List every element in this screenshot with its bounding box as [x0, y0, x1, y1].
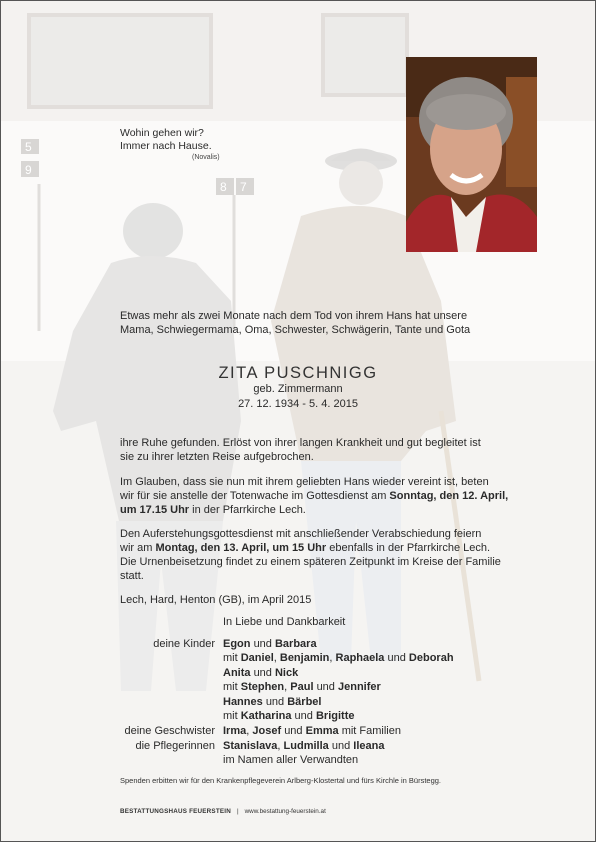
intro-line-2: Mama, Schwiegermama, Oma, Schwester, Schwägerin, Tante und Gota: [120, 324, 471, 336]
footer: [120, 808, 326, 815]
quote-line-2: Immer nach Hause.: [120, 140, 212, 152]
sign-8: 8: [220, 180, 227, 194]
paragraph-3-location: ebenfalls in der Pfarrkirche Lech.: [326, 542, 491, 554]
carers-label: die Pflegerinnen: [135, 740, 215, 752]
conjunction: und: [265, 696, 285, 708]
mourner-name: Raphaela: [335, 652, 385, 664]
conjunction: und: [253, 667, 272, 679]
mourners-row-8: Stanislava, Ludmilla und Ileana: [223, 740, 385, 752]
mourners-row-5: [223, 695, 321, 709]
paragraph-2: [120, 475, 508, 517]
paragraph-1: [120, 436, 481, 464]
quote: [120, 127, 212, 153]
sign-5: 5: [25, 140, 32, 154]
paragraph-3-line-3: Die Urnenbeisetzung findet zu einem späteren Zeitpunkt im Kreise der Familie: [120, 556, 501, 568]
conjunction: mit: [223, 710, 238, 722]
mourner-name: Irma: [223, 725, 247, 737]
mourners-row-1: [223, 637, 317, 651]
birth-name: geb. Zimmermann: [253, 383, 343, 395]
paragraph-3-line-2: [120, 541, 501, 555]
conjunction: mit: [223, 681, 238, 693]
paragraph-2-line-3: [120, 503, 508, 517]
life-dates: 27. 12. 1934 - 5. 4. 2015: [238, 398, 358, 410]
mourners-row-4: mit Stephen, Paul und Jennifer: [223, 681, 381, 693]
mourner-name: Jennifer: [337, 681, 381, 693]
paragraph-2-location: in der Pfarrkirche Lech.: [189, 504, 306, 516]
children-label: deine Kinder: [153, 638, 215, 650]
mourner-name: Egon: [223, 638, 251, 650]
mourner-name: Hannes: [223, 696, 263, 708]
mourner-name: Barbara: [274, 638, 317, 650]
mourners-row-7: Irma, Josef und Emma mit Familien: [223, 725, 401, 737]
sign-7: 7: [240, 180, 247, 194]
family-suffix: mit Familien: [341, 725, 401, 737]
conjunction: und: [253, 638, 272, 650]
mourners-row-3: [223, 666, 298, 680]
portrait-photo: [406, 57, 537, 252]
mourners-row-6: [223, 709, 354, 723]
quote-source: (Novalis): [192, 154, 220, 161]
mourner-name: Ludmilla: [283, 740, 329, 752]
mourners-row-2: mit Daniel, Benjamin, Raphaela und Deborah: [223, 652, 454, 664]
mourner-name: Stanislava: [223, 740, 278, 752]
conjunction: und: [331, 740, 351, 752]
sunday-time: um 17.15 Uhr: [120, 504, 190, 516]
paragraph-2-line-1: Im Glauben, dass sie nun mit ihrem geliebten Hans wieder vereint ist, beten: [120, 476, 489, 488]
paragraph-2-text: wir für sie anstelle der Totenwache im Gottesdienst am: [120, 490, 390, 502]
sign-9: 9: [25, 163, 32, 177]
siblings-label: deine Geschwister: [124, 725, 215, 737]
conjunction: und: [294, 710, 313, 722]
company-name: BESTATTUNGSHAUS FEUERSTEIN: [120, 808, 231, 815]
mourner-name: Paul: [290, 681, 314, 693]
mourner-name: Josef: [252, 725, 282, 737]
mourner-name: Daniel: [240, 652, 274, 664]
mourner-name: Katharina: [240, 710, 292, 722]
paragraph-3-line-4: statt.: [120, 570, 144, 582]
conjunction: und: [316, 681, 335, 693]
mourner-name: Stephen: [240, 681, 285, 693]
deceased-name: ZITA PUSCHNIGG: [218, 364, 378, 382]
conjunction: und: [387, 652, 406, 664]
mourner-name: Benjamin: [279, 652, 330, 664]
others-line: im Namen aller Verwandten: [223, 754, 359, 766]
sunday-date: Sonntag, den 12. April,: [389, 490, 509, 502]
paragraph-1-line-2: sie zu ihrer letzten Reise aufgebrochen.: [120, 451, 314, 463]
mourner-name: Nick: [274, 667, 299, 679]
place-date: Lech, Hard, Henton (GB), im April 2015: [120, 594, 312, 606]
monday-date: Montag, den 13. April, um 15 Uhr: [155, 542, 327, 554]
mourner-name: Bärbel: [287, 696, 322, 708]
donation-note: Spenden erbitten wir für den Krankenpflegeverein Arlberg-Klostertal und fürs Kirchle in Bürstegg.: [120, 776, 442, 785]
intro-text: [120, 309, 470, 337]
closing-line: In Liebe und Dankbarkeit: [223, 616, 346, 628]
paragraph-3-line-1: Den Auferstehungsgottesdienst mit anschließender Verabschiedung feiern: [120, 528, 482, 540]
paragraph-2-line-2: [120, 489, 508, 503]
conjunction: mit: [223, 652, 238, 664]
conjunction: und: [284, 725, 303, 737]
intro-line-1: Etwas mehr als zwei Monate nach dem Tod von ihrem Hans hat unsere: [120, 310, 468, 322]
paragraph-3: [120, 527, 501, 583]
paragraph-1-line-1: ihre Ruhe gefunden. Erlöst von ihrer langen Krankheit und gut begleitet ist: [120, 437, 481, 449]
company-website: www.bestattung-feuerstein.at: [244, 808, 326, 815]
mourner-name: Anita: [223, 667, 251, 679]
mourner-name: Deborah: [408, 652, 454, 664]
mourner-name: Emma: [305, 725, 339, 737]
footer-separator: |: [236, 808, 239, 815]
quote-line-1: Wohin gehen wir?: [120, 127, 204, 139]
paragraph-3-prefix: wir am: [120, 542, 156, 554]
mourner-name: Brigitte: [315, 710, 355, 722]
mourner-name: Ileana: [353, 740, 385, 752]
